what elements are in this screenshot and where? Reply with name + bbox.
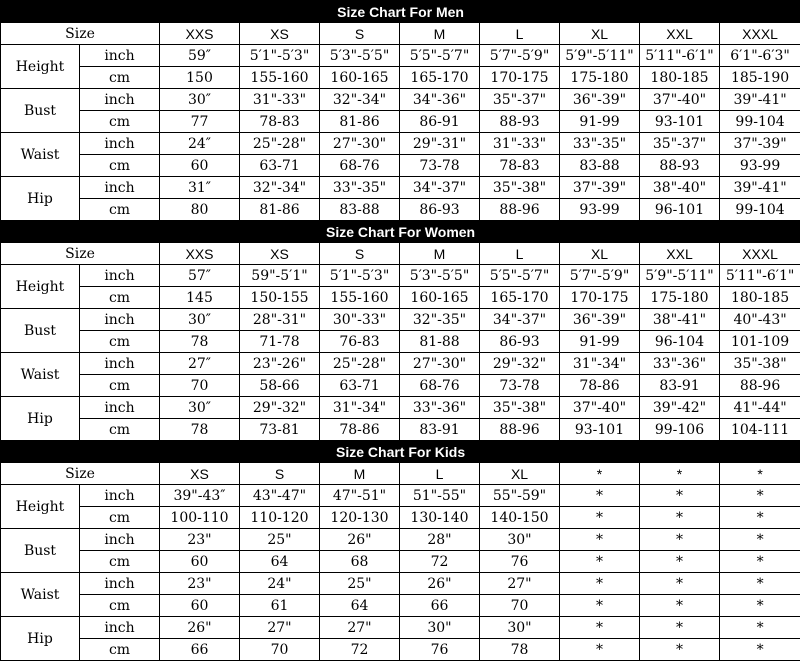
unit-label: inch: [80, 89, 160, 111]
size-header-cell: XXL: [640, 23, 720, 45]
size-header-cell: *: [560, 463, 640, 485]
value-cell: 25"-28": [240, 133, 320, 155]
value-cell: 73-78: [480, 375, 560, 397]
value-cell: 91-99: [560, 111, 640, 133]
value-cell: 37"-40": [640, 89, 720, 111]
value-cell: 32"-35": [400, 309, 480, 331]
value-cell: *: [560, 507, 640, 529]
measurement-row: [1, 331, 800, 353]
value-cell: *: [560, 551, 640, 573]
value-cell: 57″: [160, 265, 240, 287]
value-cell: 30″: [160, 397, 240, 419]
value-cell: 47"-51": [320, 485, 400, 507]
value-cell: 73-81: [240, 419, 320, 441]
size-header-cell: S: [320, 23, 400, 45]
unit-label: cm: [80, 551, 160, 573]
measurement-row: [1, 199, 800, 221]
value-cell: 130-140: [400, 507, 480, 529]
size-label: Size: [1, 243, 160, 265]
value-cell: 78-86: [320, 419, 400, 441]
measure-label: Hip: [1, 397, 80, 441]
value-cell: 30": [400, 617, 480, 639]
value-cell: 5′1"-5′3": [320, 265, 400, 287]
value-cell: 30": [480, 529, 560, 551]
value-cell: 101-109: [720, 331, 800, 353]
size-header-cell: S: [240, 463, 320, 485]
measure-label: Hip: [1, 617, 80, 661]
value-cell: 78-86: [560, 375, 640, 397]
value-cell: 5′7"-5′9": [560, 265, 640, 287]
value-cell: *: [640, 507, 720, 529]
value-cell: 5′7"-5′9": [480, 45, 560, 67]
value-cell: 34"-36": [400, 89, 480, 111]
unit-label: inch: [80, 617, 160, 639]
value-cell: 86-93: [400, 199, 480, 221]
measurement-row: [1, 507, 800, 529]
size-chart-body: [1, 1, 800, 661]
value-cell: 81-88: [400, 331, 480, 353]
value-cell: 5′3"-5′5": [400, 265, 480, 287]
value-cell: 88-93: [640, 155, 720, 177]
measurement-row: [1, 595, 800, 617]
value-cell: *: [720, 639, 800, 661]
unit-label: inch: [80, 353, 160, 375]
size-header-cell: M: [400, 243, 480, 265]
value-cell: 37"-39": [560, 177, 640, 199]
value-cell: *: [640, 573, 720, 595]
section-title: Size Chart For Women: [1, 221, 800, 243]
unit-label: cm: [80, 155, 160, 177]
value-cell: 93-99: [720, 155, 800, 177]
size-header-cell: XXXL: [720, 243, 800, 265]
value-cell: 40"-43": [720, 309, 800, 331]
measurement-row: [1, 265, 800, 287]
measure-label: Height: [1, 485, 80, 529]
value-cell: 99-104: [720, 111, 800, 133]
value-cell: 83-88: [320, 199, 400, 221]
unit-label: cm: [80, 595, 160, 617]
size-header-cell: XXL: [640, 243, 720, 265]
value-cell: 37"-40": [560, 397, 640, 419]
value-cell: *: [560, 529, 640, 551]
value-cell: 34"-37": [480, 309, 560, 331]
value-cell: 93-99: [560, 199, 640, 221]
value-cell: 31"-33": [480, 133, 560, 155]
value-cell: 5′11"-6′1": [720, 265, 800, 287]
value-cell: 99-104: [720, 199, 800, 221]
value-cell: 140-150: [480, 507, 560, 529]
value-cell: 24": [240, 573, 320, 595]
measurement-row: [1, 111, 800, 133]
value-cell: 185-190: [720, 67, 800, 89]
value-cell: 27": [480, 573, 560, 595]
measurement-row: [1, 309, 800, 331]
measure-label: Height: [1, 265, 80, 309]
value-cell: 180-185: [640, 67, 720, 89]
value-cell: 27"-30": [400, 353, 480, 375]
value-cell: 27": [240, 617, 320, 639]
value-cell: 86-93: [480, 331, 560, 353]
measure-label: Hip: [1, 177, 80, 221]
value-cell: 30″: [160, 309, 240, 331]
value-cell: 5′11"-6′1": [640, 45, 720, 67]
value-cell: 59"-5′1": [240, 265, 320, 287]
value-cell: *: [560, 595, 640, 617]
size-header-row: [1, 23, 800, 45]
value-cell: 60: [160, 595, 240, 617]
value-cell: 88-96: [720, 375, 800, 397]
value-cell: 23": [160, 529, 240, 551]
value-cell: 73-78: [400, 155, 480, 177]
value-cell: 68-76: [400, 375, 480, 397]
value-cell: 33"-36": [640, 353, 720, 375]
value-cell: 165-170: [480, 287, 560, 309]
measurement-row: [1, 551, 800, 573]
value-cell: 31″: [160, 177, 240, 199]
unit-label: cm: [80, 199, 160, 221]
size-header-cell: XXS: [160, 23, 240, 45]
value-cell: 33"-35": [560, 133, 640, 155]
measure-label: Waist: [1, 353, 80, 397]
measurement-row: [1, 397, 800, 419]
unit-label: inch: [80, 573, 160, 595]
measurement-row: [1, 287, 800, 309]
value-cell: 68-76: [320, 155, 400, 177]
value-cell: 88-96: [480, 199, 560, 221]
measure-label: Waist: [1, 573, 80, 617]
value-cell: 78-83: [480, 155, 560, 177]
value-cell: 5′1"-5′3": [240, 45, 320, 67]
measurement-row: [1, 89, 800, 111]
value-cell: *: [640, 595, 720, 617]
value-cell: *: [560, 617, 640, 639]
value-cell: 76: [480, 551, 560, 573]
value-cell: 25": [320, 573, 400, 595]
measurement-row: [1, 177, 800, 199]
value-cell: 31"-34": [320, 397, 400, 419]
value-cell: 36"-39": [560, 309, 640, 331]
measurement-row: [1, 45, 800, 67]
value-cell: *: [560, 573, 640, 595]
size-header-cell: XS: [160, 463, 240, 485]
value-cell: 26": [160, 617, 240, 639]
size-header-cell: L: [400, 463, 480, 485]
measurement-row: [1, 375, 800, 397]
size-header-row: [1, 463, 800, 485]
unit-label: inch: [80, 309, 160, 331]
value-cell: 76-83: [320, 331, 400, 353]
value-cell: 99-106: [640, 419, 720, 441]
value-cell: 31"-34": [560, 353, 640, 375]
size-header-cell: XL: [480, 463, 560, 485]
value-cell: 5′5"-5′7": [480, 265, 560, 287]
unit-label: cm: [80, 419, 160, 441]
size-header-cell: *: [640, 463, 720, 485]
value-cell: 83-91: [400, 419, 480, 441]
size-header-cell: XL: [560, 243, 640, 265]
section-title-row: [1, 441, 800, 463]
size-header-cell: L: [480, 243, 560, 265]
value-cell: 170-175: [560, 287, 640, 309]
unit-label: cm: [80, 331, 160, 353]
value-cell: *: [720, 573, 800, 595]
value-cell: 39"-43″: [160, 485, 240, 507]
measure-label: Waist: [1, 133, 80, 177]
value-cell: 60: [160, 551, 240, 573]
value-cell: 110-120: [240, 507, 320, 529]
section-title: Size Chart For Men: [1, 1, 800, 23]
unit-label: inch: [80, 265, 160, 287]
value-cell: 63-71: [240, 155, 320, 177]
value-cell: *: [720, 551, 800, 573]
unit-label: inch: [80, 397, 160, 419]
measure-label: Bust: [1, 529, 80, 573]
value-cell: *: [720, 617, 800, 639]
size-header-cell: XXS: [160, 243, 240, 265]
value-cell: 100-110: [160, 507, 240, 529]
value-cell: 81-86: [240, 199, 320, 221]
value-cell: 78: [160, 419, 240, 441]
unit-label: cm: [80, 375, 160, 397]
value-cell: 120-130: [320, 507, 400, 529]
value-cell: 71-78: [240, 331, 320, 353]
value-cell: 35"-37": [480, 89, 560, 111]
unit-label: inch: [80, 485, 160, 507]
value-cell: 31"-33": [240, 89, 320, 111]
measure-label: Bust: [1, 309, 80, 353]
value-cell: 32"-34": [240, 177, 320, 199]
measurement-row: [1, 617, 800, 639]
value-cell: *: [640, 529, 720, 551]
value-cell: 59″: [160, 45, 240, 67]
value-cell: 27″: [160, 353, 240, 375]
value-cell: 25": [240, 529, 320, 551]
unit-label: inch: [80, 529, 160, 551]
measurement-row: [1, 639, 800, 661]
value-cell: 68: [320, 551, 400, 573]
value-cell: 35"-37": [640, 133, 720, 155]
value-cell: 77: [160, 111, 240, 133]
unit-label: inch: [80, 177, 160, 199]
value-cell: 36"-39": [560, 89, 640, 111]
value-cell: 83-91: [640, 375, 720, 397]
value-cell: *: [640, 485, 720, 507]
value-cell: 155-160: [320, 287, 400, 309]
value-cell: *: [560, 485, 640, 507]
value-cell: 29"-31": [400, 133, 480, 155]
value-cell: 30″: [160, 89, 240, 111]
value-cell: 41"-44": [720, 397, 800, 419]
value-cell: 61: [240, 595, 320, 617]
measurement-row: [1, 353, 800, 375]
unit-label: cm: [80, 111, 160, 133]
unit-label: cm: [80, 67, 160, 89]
value-cell: 150: [160, 67, 240, 89]
value-cell: 32"-34": [320, 89, 400, 111]
value-cell: 155-160: [240, 67, 320, 89]
value-cell: 58-66: [240, 375, 320, 397]
value-cell: 76: [400, 639, 480, 661]
value-cell: 38"-41": [640, 309, 720, 331]
value-cell: 104-111: [720, 419, 800, 441]
value-cell: 27": [320, 617, 400, 639]
value-cell: 5′9"-5′11": [640, 265, 720, 287]
value-cell: 39"-41": [720, 89, 800, 111]
size-header-row: [1, 243, 800, 265]
measure-label: Bust: [1, 89, 80, 133]
value-cell: *: [560, 639, 640, 661]
value-cell: 96-104: [640, 331, 720, 353]
value-cell: 55"-59": [480, 485, 560, 507]
unit-label: inch: [80, 133, 160, 155]
value-cell: 25"-28": [320, 353, 400, 375]
value-cell: 66: [160, 639, 240, 661]
measurement-row: [1, 133, 800, 155]
unit-label: cm: [80, 507, 160, 529]
value-cell: 170-175: [480, 67, 560, 89]
measurement-row: [1, 67, 800, 89]
value-cell: 28"-31": [240, 309, 320, 331]
value-cell: 39"-41": [720, 177, 800, 199]
value-cell: 70: [480, 595, 560, 617]
value-cell: 35"-38": [480, 177, 560, 199]
value-cell: 33"-36": [400, 397, 480, 419]
value-cell: 28": [400, 529, 480, 551]
value-cell: 72: [400, 551, 480, 573]
value-cell: *: [640, 551, 720, 573]
value-cell: 37"-39": [720, 133, 800, 155]
value-cell: 29"-32": [480, 353, 560, 375]
value-cell: 30": [480, 617, 560, 639]
value-cell: 70: [240, 639, 320, 661]
value-cell: 83-88: [560, 155, 640, 177]
value-cell: 64: [240, 551, 320, 573]
value-cell: *: [720, 595, 800, 617]
value-cell: 39"-42": [640, 397, 720, 419]
value-cell: 33"-35": [320, 177, 400, 199]
value-cell: 24″: [160, 133, 240, 155]
value-cell: 175-180: [560, 67, 640, 89]
value-cell: *: [720, 485, 800, 507]
size-header-cell: S: [320, 243, 400, 265]
size-header-cell: XS: [240, 23, 320, 45]
value-cell: 88-93: [480, 111, 560, 133]
unit-label: cm: [80, 639, 160, 661]
value-cell: 145: [160, 287, 240, 309]
size-header-cell: M: [320, 463, 400, 485]
value-cell: 78-83: [240, 111, 320, 133]
value-cell: 78: [480, 639, 560, 661]
measure-label: Height: [1, 45, 80, 89]
size-header-cell: XL: [560, 23, 640, 45]
value-cell: 43"-47": [240, 485, 320, 507]
value-cell: 160-165: [320, 67, 400, 89]
value-cell: 93-101: [640, 111, 720, 133]
unit-label: cm: [80, 287, 160, 309]
size-header-cell: *: [720, 463, 800, 485]
size-header-cell: XS: [240, 243, 320, 265]
value-cell: 160-165: [400, 287, 480, 309]
measurement-row: [1, 529, 800, 551]
value-cell: *: [640, 617, 720, 639]
section-title: Size Chart For Kids: [1, 441, 800, 463]
value-cell: 72: [320, 639, 400, 661]
measurement-row: [1, 573, 800, 595]
value-cell: 60: [160, 155, 240, 177]
size-header-cell: L: [480, 23, 560, 45]
value-cell: 180-185: [720, 287, 800, 309]
value-cell: 35"-38": [720, 353, 800, 375]
value-cell: 27"-30": [320, 133, 400, 155]
size-label: Size: [1, 463, 160, 485]
size-header-cell: XXXL: [720, 23, 800, 45]
value-cell: *: [720, 529, 800, 551]
measurement-row: [1, 485, 800, 507]
unit-label: inch: [80, 45, 160, 67]
section-title-row: [1, 221, 800, 243]
size-header-cell: M: [400, 23, 480, 45]
value-cell: 35"-38": [480, 397, 560, 419]
measurement-row: [1, 155, 800, 177]
value-cell: *: [640, 639, 720, 661]
value-cell: 175-180: [640, 287, 720, 309]
value-cell: *: [720, 507, 800, 529]
value-cell: 93-101: [560, 419, 640, 441]
value-cell: 96-101: [640, 199, 720, 221]
value-cell: 34"-37": [400, 177, 480, 199]
value-cell: 91-99: [560, 331, 640, 353]
value-cell: 64: [320, 595, 400, 617]
value-cell: 38"-40": [640, 177, 720, 199]
section-title-row: [1, 1, 800, 23]
value-cell: 70: [160, 375, 240, 397]
measurement-row: [1, 419, 800, 441]
value-cell: 80: [160, 199, 240, 221]
value-cell: 63-71: [320, 375, 400, 397]
value-cell: 6′1"-6′3": [720, 45, 800, 67]
size-label: Size: [1, 23, 160, 45]
value-cell: 23": [160, 573, 240, 595]
value-cell: 5′3"-5′5": [320, 45, 400, 67]
value-cell: 5′5"-5′7": [400, 45, 480, 67]
value-cell: 81-86: [320, 111, 400, 133]
value-cell: 86-91: [400, 111, 480, 133]
value-cell: 26": [400, 573, 480, 595]
value-cell: 165-170: [400, 67, 480, 89]
value-cell: 26": [320, 529, 400, 551]
value-cell: 66: [400, 595, 480, 617]
value-cell: 29"-32": [240, 397, 320, 419]
value-cell: 150-155: [240, 287, 320, 309]
value-cell: 23"-26": [240, 353, 320, 375]
value-cell: 88-96: [480, 419, 560, 441]
value-cell: 30"-33": [320, 309, 400, 331]
value-cell: 78: [160, 331, 240, 353]
value-cell: 5′9"-5′11": [560, 45, 640, 67]
value-cell: 51"-55": [400, 485, 480, 507]
